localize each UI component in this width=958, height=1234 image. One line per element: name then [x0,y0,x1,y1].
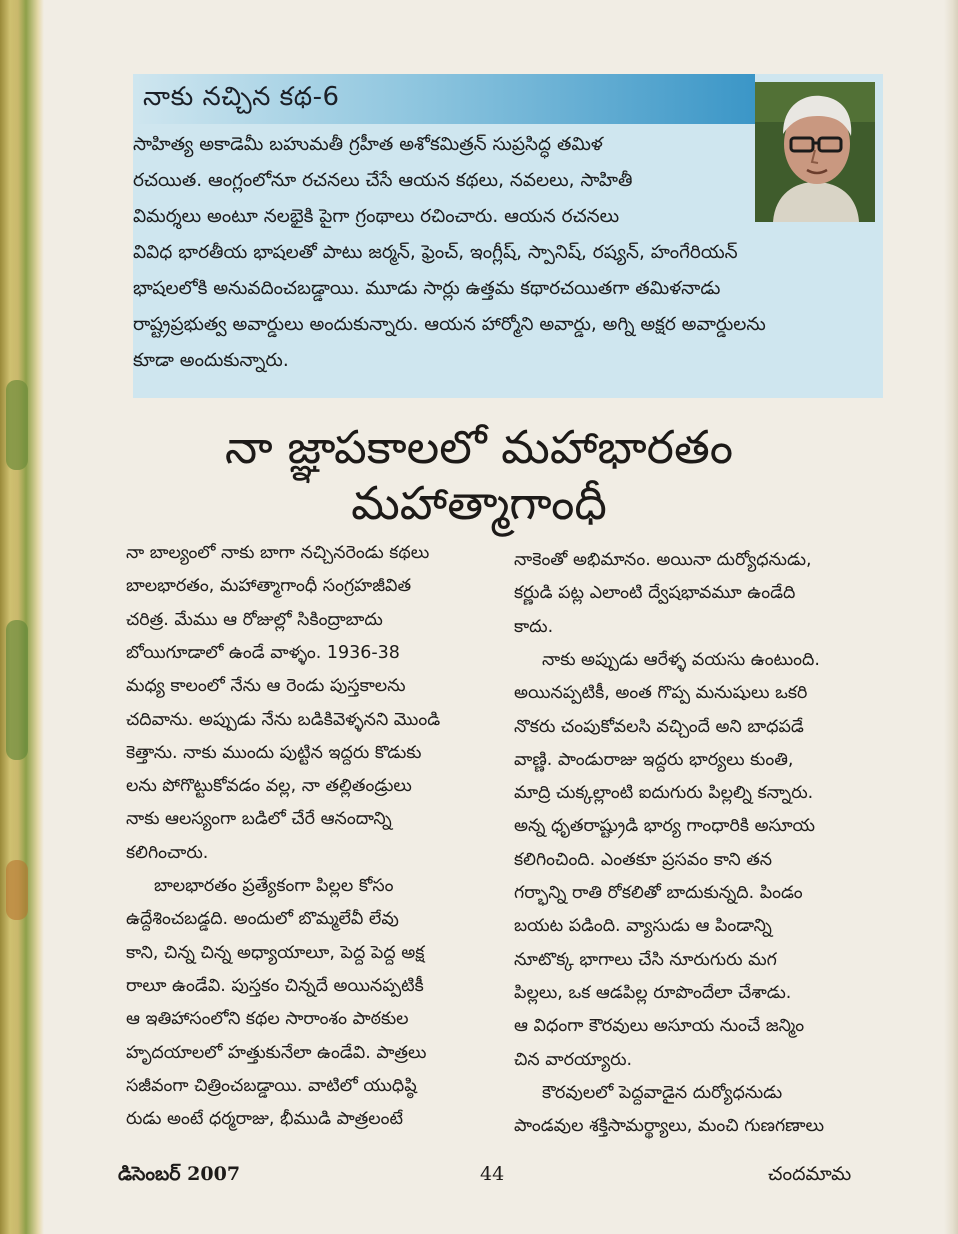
body-text-line: ఆ ఇతిహాసంలోని కథల సారాంశం పాఠకుల [126,1009,409,1030]
body-text-line: బాలభారతం, మహాత్మాగాంధీ సంగ్రహజీవిత [126,576,412,597]
body-text-line: ఆ విధంగా కౌరవులు అసూయ నుంచే జన్మిం [514,1016,805,1037]
author-portrait-image [755,82,875,222]
magazine-name: చందమామ [768,1163,852,1185]
body-text-line: గర్భాన్ని రాతి రోకలితో బాదుకున్నది. పిండం [514,883,803,903]
bio-line: వివిధ భారతీయ భాషలతో పాటు జర్మన్, ఫ్రెంచ్, ఇంగ్లీష్, స్పానిష్, రష్యన్, హంగేరియన్ [133,242,738,263]
body-text-line: కర్ణుడి పట్ల ఎలాంటి ద్వేషభావమూ ఉండేది [514,583,796,604]
body-text-line: కాని, చిన్న చిన్న అధ్యాయాలూ, పెద్ద పెద్ద అక్ష [126,942,425,963]
body-text-line: అన్న ధృతరాష్ట్రుడి భార్య గాంధారికి అసూయ [514,816,816,837]
series-header-band [133,74,755,124]
body-text-line: మాద్రి చుక్కల్లాంటి ఐదుగురు పిల్లల్ని కన్నారు. [514,783,814,804]
body-text-line: నా బాల్యంలో నాకు బాగా నచ్చినరెండు కథలు [126,543,430,563]
body-text-line: రుడు అంటే ధర్మరాజు, భీముడి పాత్రలంటే [126,1109,404,1130]
body-text-line: కెత్తాను. నాకు ముందు పుట్టిన ఇద్దరు కొడుకు [126,742,422,763]
bio-line: రచయిత. ఆంగ్లంలోనూ రచనలు చేసే ఆయన కథలు, నవలలు, సాహితీ [133,170,633,191]
bio-line: సాహిత్య అకాడెమీ బహుమతీ గ్రహీత అశోకమిత్రన్ సుప్రసిద్ధ తమిళ [133,134,603,155]
page-edge [944,0,958,1234]
body-text-line: చిన వారయ్యారు. [514,1049,633,1070]
author-intro-box [133,74,883,398]
body-text-line: రాలూ ఉండేవి. పుస్తకం చిన్నదే అయినప్పటికీ [126,975,424,996]
body-text-line: చదివాను. అప్పుడు నేను బడికివెళ్ళనని మొండి [126,709,441,730]
body-text-line: నాకు ఆలస్యంగా బడిలో చేరే ఆనందాన్ని [126,809,392,830]
article-title-line-1: నా జ్ఞాపకాలలో మహాభారతం [224,420,734,474]
body-text-line: కలిగించారు. [126,842,209,863]
body-text-line: ఉద్దేశించబడ్డది. అందులో బొమ్మలేవీ లేవు [126,909,399,930]
body-text-line: బోయిగూడాలో ఉండే వాళ్ళం. 1936-38 [126,642,400,663]
issue-date: డిసెంబర్ 2007 [118,1163,241,1185]
article-title-line-2: మహాత్మాగాంధీ [351,476,607,530]
page-number: 44 [480,1163,505,1185]
body-text-line: కలిగించింది. ఎంతకూ ప్రసవం కాని తన [514,849,773,870]
series-header: నాకు నచ్చిన కథ-6 [143,82,340,112]
bio-line: విమర్శలు అంటూ నలభైకి పైగా గ్రంథాలు రచించారు. ఆయన రచనలు [133,206,620,227]
body-text-line: మధ్య కాలంలో నేను ఆ రెండు పుస్తకాలను [126,676,406,697]
body-text-line: బయట పడింది. వ్యాసుడు ఆ పిండాన్ని [514,916,772,937]
body-text-line: బాలభారతం ప్రత్యేకంగా పిల్లల కోసం [154,876,394,896]
body-text-line: సజీవంగా చిత్రించబడ్డాయి. వాటిలో యుధిష్ఠి [126,1075,417,1096]
spine-decoration [6,860,28,920]
spine-decoration [6,620,28,760]
body-text-line: చరిత్ర. మేము ఆ రోజుల్లో సికింద్రాబాదు [126,609,383,630]
body-text-line: అయినప్పటికీ, అంత గొప్ప మనుషులు ఒకరి [514,683,808,704]
bio-line: భాషలలోకి అనువదించబడ్డాయి. మూడు సార్లు ఉత్తమ కథారచయితగా తమిళనాడు [133,278,721,299]
body-text-line: కౌరవులలో పెద్దవాడైన దుర్యోధనుడు [542,1082,783,1103]
bio-line: కూడా అందుకున్నారు. [133,350,289,371]
body-text-line: పాండవుల శక్తిసామర్థ్యాలు, మంచి గుణగణాలు [514,1116,825,1137]
body-text-line: నొకరు చంపుకోవలసి వచ్చిందే అని బాధపడే [514,716,804,737]
body-text-line: పిల్లలు, ఒక ఆడపిల్ల రూపొందేలా చేశాడు. [514,982,792,1003]
body-text-line: వాణ్ణి. పాండురాజు ఇద్దరు భార్యలు కుంతి, [514,749,794,770]
body-text-line: నాకెంతో అభిమానం. అయినా దుర్యోధనుడు, [514,550,812,570]
body-text-line: హృదయాలలో హత్తుకునేలా ఉండేవి. పాత్రలు [126,1042,427,1063]
author-photo [755,82,875,222]
body-text-line: కాదు. [514,616,554,637]
body-text-line: నూటొక్క భాగాలు చేసి నూరుగురు మగ [514,949,777,970]
body-text-line: లను పోగొట్టుకోవడం వల్ల, నా తల్లితండ్రులు [126,776,412,797]
body-text-line: నాకు అప్పుడు ఆరేళ్ళ వయసు ఉంటుంది. [542,649,820,670]
bio-line: రాష్ట్రప్రభుత్వ అవార్డులు అందుకున్నారు. ఆయన హార్మోని అవార్డు, అగ్ని అక్షర అవార్డులను [133,314,766,335]
binding-spine [0,0,44,1234]
